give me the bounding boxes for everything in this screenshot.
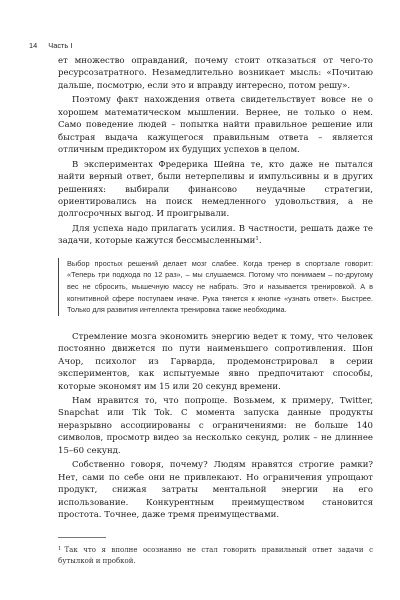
paragraph-2: Поэтому факт нахождения ответа свидетельствует вовсе не о хорошем математическом мышлении. Вернее, не только о нем. Само поведение людей – попытка найти правильное решение или быстрая выдача кажущегося правильным ответа – является отличным предиктором их будущих успехов в целом. bbox=[58, 95, 373, 156]
running-header bbox=[29, 41, 72, 50]
paragraph-6: Нам нравится то, что попроще. Возьмем, к примеру, Twitter, Snapchat или Tik Tok. С момента запуска данные продукты неразрывно ассоциированы с ограничениями: не больше 140 символов, просмотр видео за несколько секунд, ролик – не длиннее 15–60 секунд. bbox=[58, 396, 373, 456]
paragraph-4 bbox=[58, 223, 373, 248]
paragraph-7: Собственно говоря, почему? Людям нравятся строгие рамки? Нет, сами по себе они не привлекают. Но ограничения упрощают продукт, снижая затраты ментальной энергии на его использование. Конкурентным преимуществом становится простота. Точнее, даже тремя преимуществами. bbox=[58, 460, 373, 521]
part-title: Часть I bbox=[48, 41, 73, 50]
footnote-reference[interactable]: 1 bbox=[255, 236, 259, 243]
paragraph-3: В экспериментах Фредерика Шейна те, кто даже не пытался найти верный ответ, были нетерпеливы и импульсивны и в других решениях: выбирали финансово неудачные стратегии, ориентировались на поиск немедленного удовольствия, а не долгосрочных выгод. И проигрывали. bbox=[58, 159, 373, 220]
callout-box bbox=[58, 258, 373, 316]
footnote bbox=[58, 544, 373, 567]
footnote-mark: 1 bbox=[58, 545, 62, 552]
paragraph-4-end: . bbox=[258, 236, 262, 247]
paragraph-5: Стремление мозга экономить энергию ведет к тому, что человек постоянно движется по пути наименьшего сопротивления. Шон Ачор, психолог из Гарварда, продемонстрировал в серии экспериментов, как испытуемые явно предпочитают способы, которые экономят им 15 или 20 секунд времени. bbox=[58, 331, 373, 392]
page-number: 14 bbox=[29, 41, 38, 50]
footnote-text: Так что я вполне осознанно не стал говорить правильный ответ задачи с бутылкой и пробкой. bbox=[58, 545, 373, 565]
paragraph-1: ет множество оправданий, почему стоит отказаться от чего-то ресурсозатратного. Незамедлительно возникает мысль: «Почитаю дальше, посмотрю, если это и вправду интересно, потом решу». bbox=[58, 56, 373, 91]
footnote-divider bbox=[58, 537, 106, 538]
callout-text: Выбор простых решений делает мозг слабее. Когда тренер в спортзале говорит: «Теперь три подхода по 12 раз», – мы слушаемся. Потому что понимаем – по-другому вес не сбросить, мышечную массу не набрать. Это и называется тренировкой. А в когнитивной сфере поступаем иначе. Рука тянется к кнопке «узнать ответ». Быстрее. Только для развития интеллекта тренировка также необходима. bbox=[67, 258, 373, 315]
paragraph-4-text: Для успеха надо прилагать усилия. В частности, решать даже те задачи, которые кажутся бессмысленными bbox=[58, 223, 373, 247]
main-text bbox=[58, 55, 373, 567]
